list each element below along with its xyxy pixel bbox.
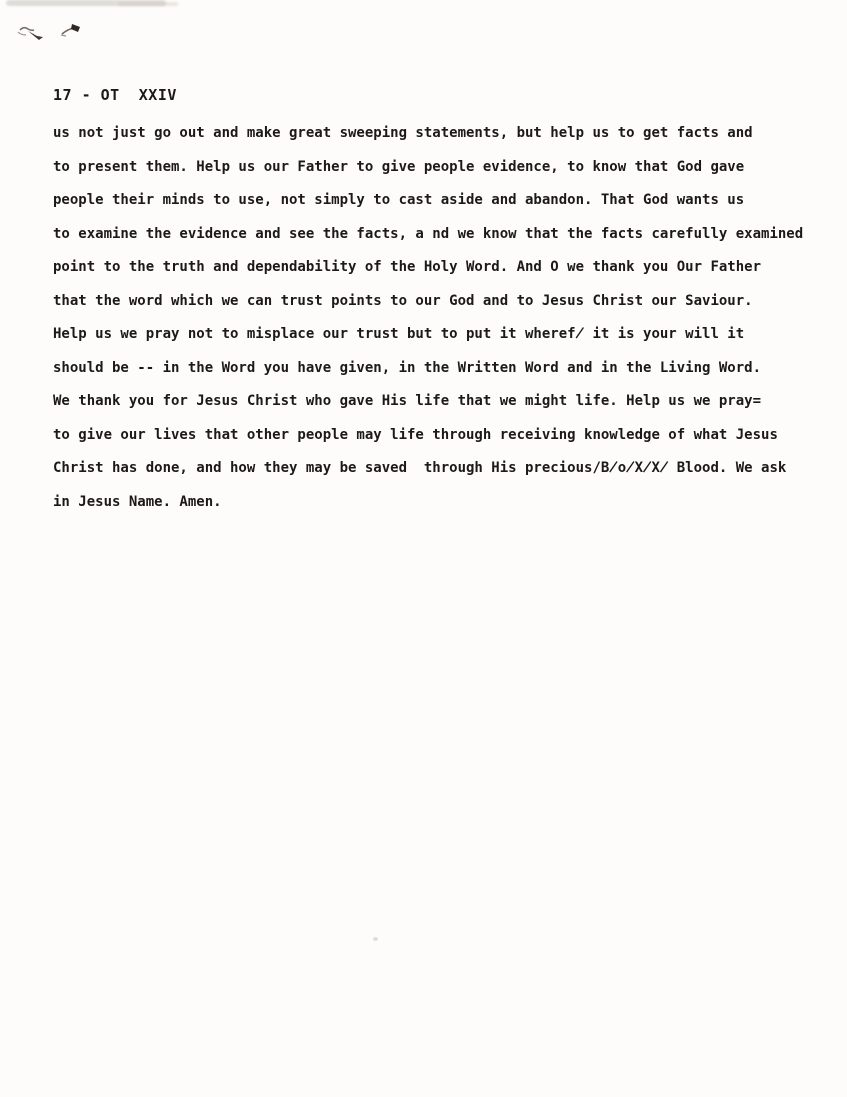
text-line: We thank you for Jesus Christ who gave His life that we might life. Help us we pray=: [53, 393, 762, 409]
text-line: people their minds to use, not simply to cast aside and abandon. That God wants us: [53, 192, 745, 208]
pencil-scribble-marks-icon: [14, 18, 89, 48]
text-line: point to the truth and dependability of the Holy Word. And O we thank you Our Father: [53, 259, 762, 275]
scan-speck: [373, 937, 378, 941]
text-line: to examine the evidence and see the facts, a nd we know that the facts carefully examined: [53, 225, 804, 242]
text-line: Help us we pray not to misplace our trust but to put it wheref̸ it is your will it: [53, 326, 745, 342]
text-line: that the word which we can trust points to our God and to Jesus Christ our Saviour.: [53, 292, 753, 309]
text-line: to present them. Help us our Father to give people evidence, to know that God gave: [53, 158, 745, 175]
text-line: in Jesus Name. Amen.: [53, 493, 222, 510]
text-line: should be -- in the Word you have given, in the Written Word and in the Living Word.: [53, 359, 762, 376]
document-body: [53, 117, 823, 519]
text-line: us not just go out and make great sweeping statements, but help us to get facts and: [53, 125, 753, 141]
text-line: Christ has done, and how they may be saved through His precious/B̸o̸X̸X̸ Blood. We ask: [53, 460, 787, 476]
scan-smear-artifact: [118, 2, 178, 6]
page-header: 17 - OT XXIV: [53, 86, 177, 104]
text-line: to give our lives that other people may life through receiving knowledge of what Jesus: [53, 426, 778, 443]
